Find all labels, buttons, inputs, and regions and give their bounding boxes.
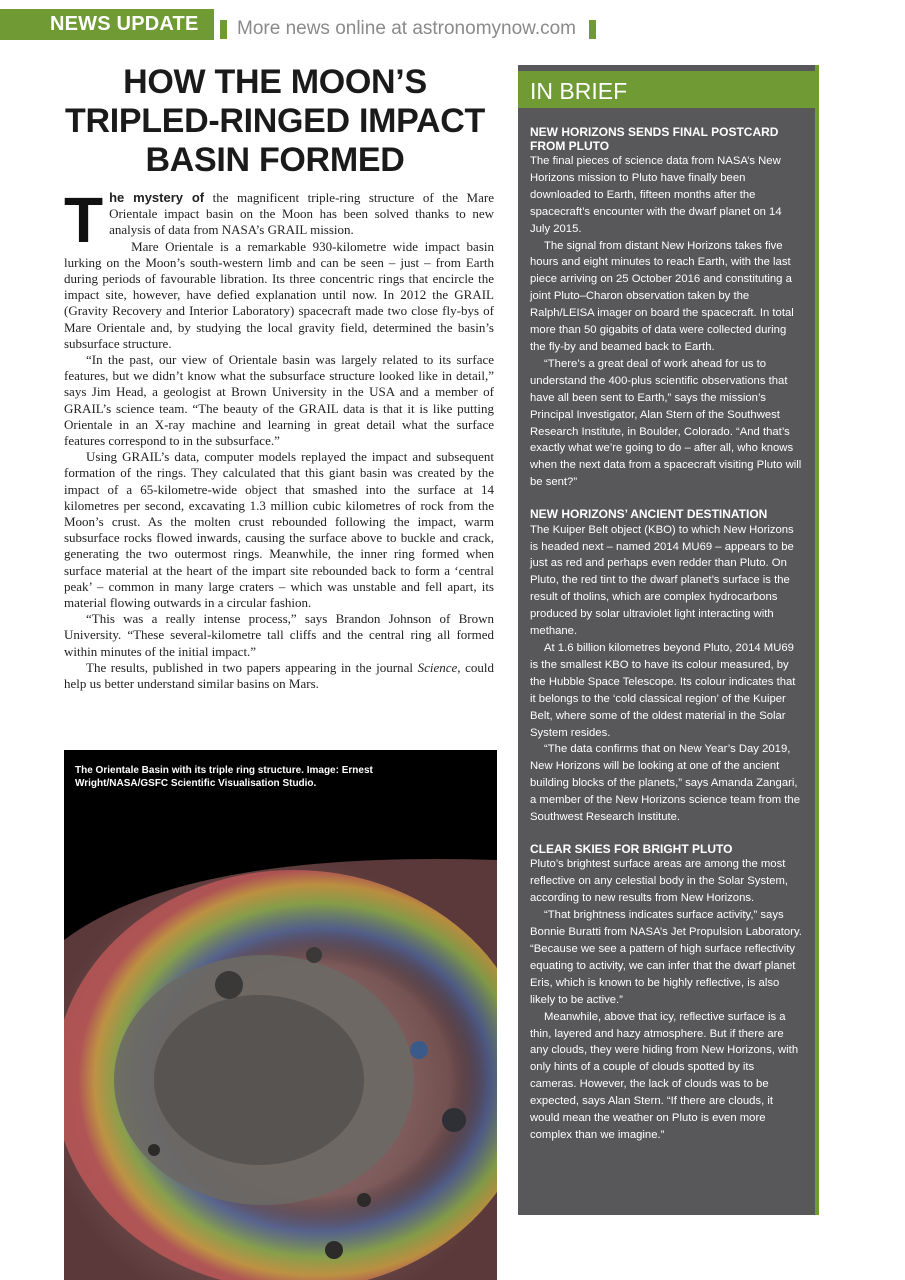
story-paragraph: Pluto’s brightest surface areas are among the most reflective on any celestial body in the Solar System, according to new results from New Horizons. [530,858,789,905]
article-body [64,184,494,692]
lead-in: he mystery of [109,190,205,205]
page-header [0,0,905,44]
paragraph-text: The results, published in two papers appearing in the journal [86,659,418,675]
orientale-basin-image [64,750,497,1280]
article-paragraph: “In the past, our view of Orientale basin was largely related to its surface features, but we didn’t know what the subsurface structure looked like in detail,” says Jim Head, a geologist at Brown University in the USA and a member of GRAIL’s science team. “The beauty of the GRAIL data is that it is like putting Orientale in an X-ray machine and learning in great detail what the surface features correspond to in the subsurface.” [64,352,494,449]
article-paragraph [64,660,494,692]
story-paragraph: The final pieces of science data from NASA’s New Horizons mission to Pluto have finally been downloaded to Earth, fifteen months after the spacecraft’s encounter with the dwarf planet on 14 July 2015. [530,155,782,235]
brief-story [530,843,803,1144]
moon-illustration [64,750,497,1280]
article-paragraph: Mare Orientale is a remarkable 930-kilometre wide impact basin lurking on the Moon’s south-western limb and can be seen – just – from Earth during periods of favourable libration. Its three concentric rings that encircle the impact site, however, have defied explanation until now. In 2012 the GRAIL (Gravity Recovery and Interior Laboratory) spacecraft made two close fly-bys of Mare Orientale and, by studying the local gravity field, determined the basin’s subsurface structure. [64,238,494,351]
headline-line: BASIN FORMED [145,141,405,179]
story-paragraph: “That brightness indicates surface activity,” says Bonnie Buratti from NASA’s Jet Propulsion Laboratory. “Because we see a pattern of high surface reflectivity equating to activity, we can infer that the dwarf planet Eris, which is known to be highly reflective, is also likely to be active.” [530,909,802,1006]
brief-story [530,126,803,491]
story-paragraph: At 1.6 billion kilometres beyond Pluto, 2014 MU69 is the smallest KBO to have its colour measured, by the Hubble Space Telescope. Its colour indicates that it belongs to the ‘cold classical region’ of the Kuiper Belt, where some of the oldest material in the Solar System resides. [530,641,796,739]
journal-name: Science [417,659,458,675]
story-title: CLEAR SKIES FOR BRIGHT PLUTO [530,841,733,856]
story-paragraph: “The data confirms that on New Year’s Day 2019, New Horizons will be looking at one of the ancient building blocks of the planets,” says Amanda Zangari, a member of the New Horizons science team from the Southwest Research Institute. [530,743,800,824]
story-paragraph: The Kuiper Belt object (KBO) to which New Horizons is headed next – named 2014 MU69 – appears to be just as red and perhaps even redder than Pluto. On Pluto, the red tint to the dwarf planet’s surface is the result of tholins, which are complex hydrocarbons produced by solar ultraviolet light interacting with methane. [530,523,794,638]
article-paragraph: “This was a really intense process,” says Brandon Johnson of Brown University. “These several-kilometre tall cliffs and the central ring all formed within minutes of the initial impact.” [64,611,494,659]
article-paragraph [64,184,494,256]
in-brief-sidebar [518,65,819,1215]
headline-line: TRIPLED-RINGED IMPACT [65,102,485,140]
in-brief-heading: IN BRIEF [518,71,815,108]
paragraph-text: the magnificent triple-ring structure of the Mare Orientale impact basin on the Moon has been solved thanks to new analysis of data from NASA’s GRAIL mission. [109,190,494,238]
header-divider-left [220,20,227,39]
story-title: NEW HORIZONS’ ANCIENT DESTINATION [530,507,768,522]
story-paragraph: “There’s a great deal of work ahead for us to understand the 400-plus scientific observations that have all been sent to Earth,” says the mission’s Principal Investigator, Alan Stern of the Southwest Research Institute, in Boulder, Colorado. “And that’s exactly what we’re going to do – after all, who knows when the next data from a spacecraft visiting Pluto will be sent?” [530,357,802,489]
paragraph-text: , could help us better understand similar basins on Mars. [64,659,494,692]
brief-story [530,508,803,826]
article-paragraph: Using GRAIL’s data, computer models replayed the impact and subsequent formation of the rings. They calculated that this giant basin was created by the impact of a 65-kilometre-wide object that smashed into the surface at 14 kilometres per second, excavating 1.3 million cubic kilometres of rock from the Moon’s crust. As the molten crust rebounded following the impact, warm subsurface rocks flowed inwards, causing the surface above to buckle and crack, generating the two outermost rings. Meanwhile, the inner ring formed when surface material at the heart of the impart site rebounded back to form a ‘central peak’ – common in many large craters – which was unstable and fell apart, its material flowing outwards in a circular fashion. [64,449,494,611]
image-caption: The Orientale Basin with its triple ring structure. Image: Ernest Wright/NASA/GSFC Scientific Visualisation Studio. [75,765,373,789]
header-divider-right [589,20,596,39]
story-paragraph: The signal from distant New Horizons takes five hours and eight minutes to reach Earth, with the last piece arriving on 25 October 2016 and constituting a joint Pluto–Charon observation taken by the Ralph/LEISA imager on board the spacecraft. In total more than 50 gigabits of data were collected during the fly-by and beamed back to Earth. [530,239,794,353]
drop-cap: T [64,184,104,256]
story-title: NEW HORIZONS SENDS FINAL POSTCARD FROM PLUTO [530,125,779,153]
header-tagline: More news online at astronomynow.com [237,18,576,39]
section-badge: NEWS UPDATE [0,9,214,40]
story-paragraph: Meanwhile, above that icy, reflective surface is a thin, layered and hazy atmosphere. But if there are any clouds, they were hiding from New Horizons, with only hints of a couple of clouds spotted by its cameras. However, the lack of clouds was to be expected, says Alan Stern. “If there are clouds, it would mean the weather on Pluto is even more complex than we imagine.” [530,1010,799,1141]
headline-line: HOW THE MOON’S [123,63,427,101]
article-headline [60,63,490,180]
in-brief-body [518,108,815,1144]
